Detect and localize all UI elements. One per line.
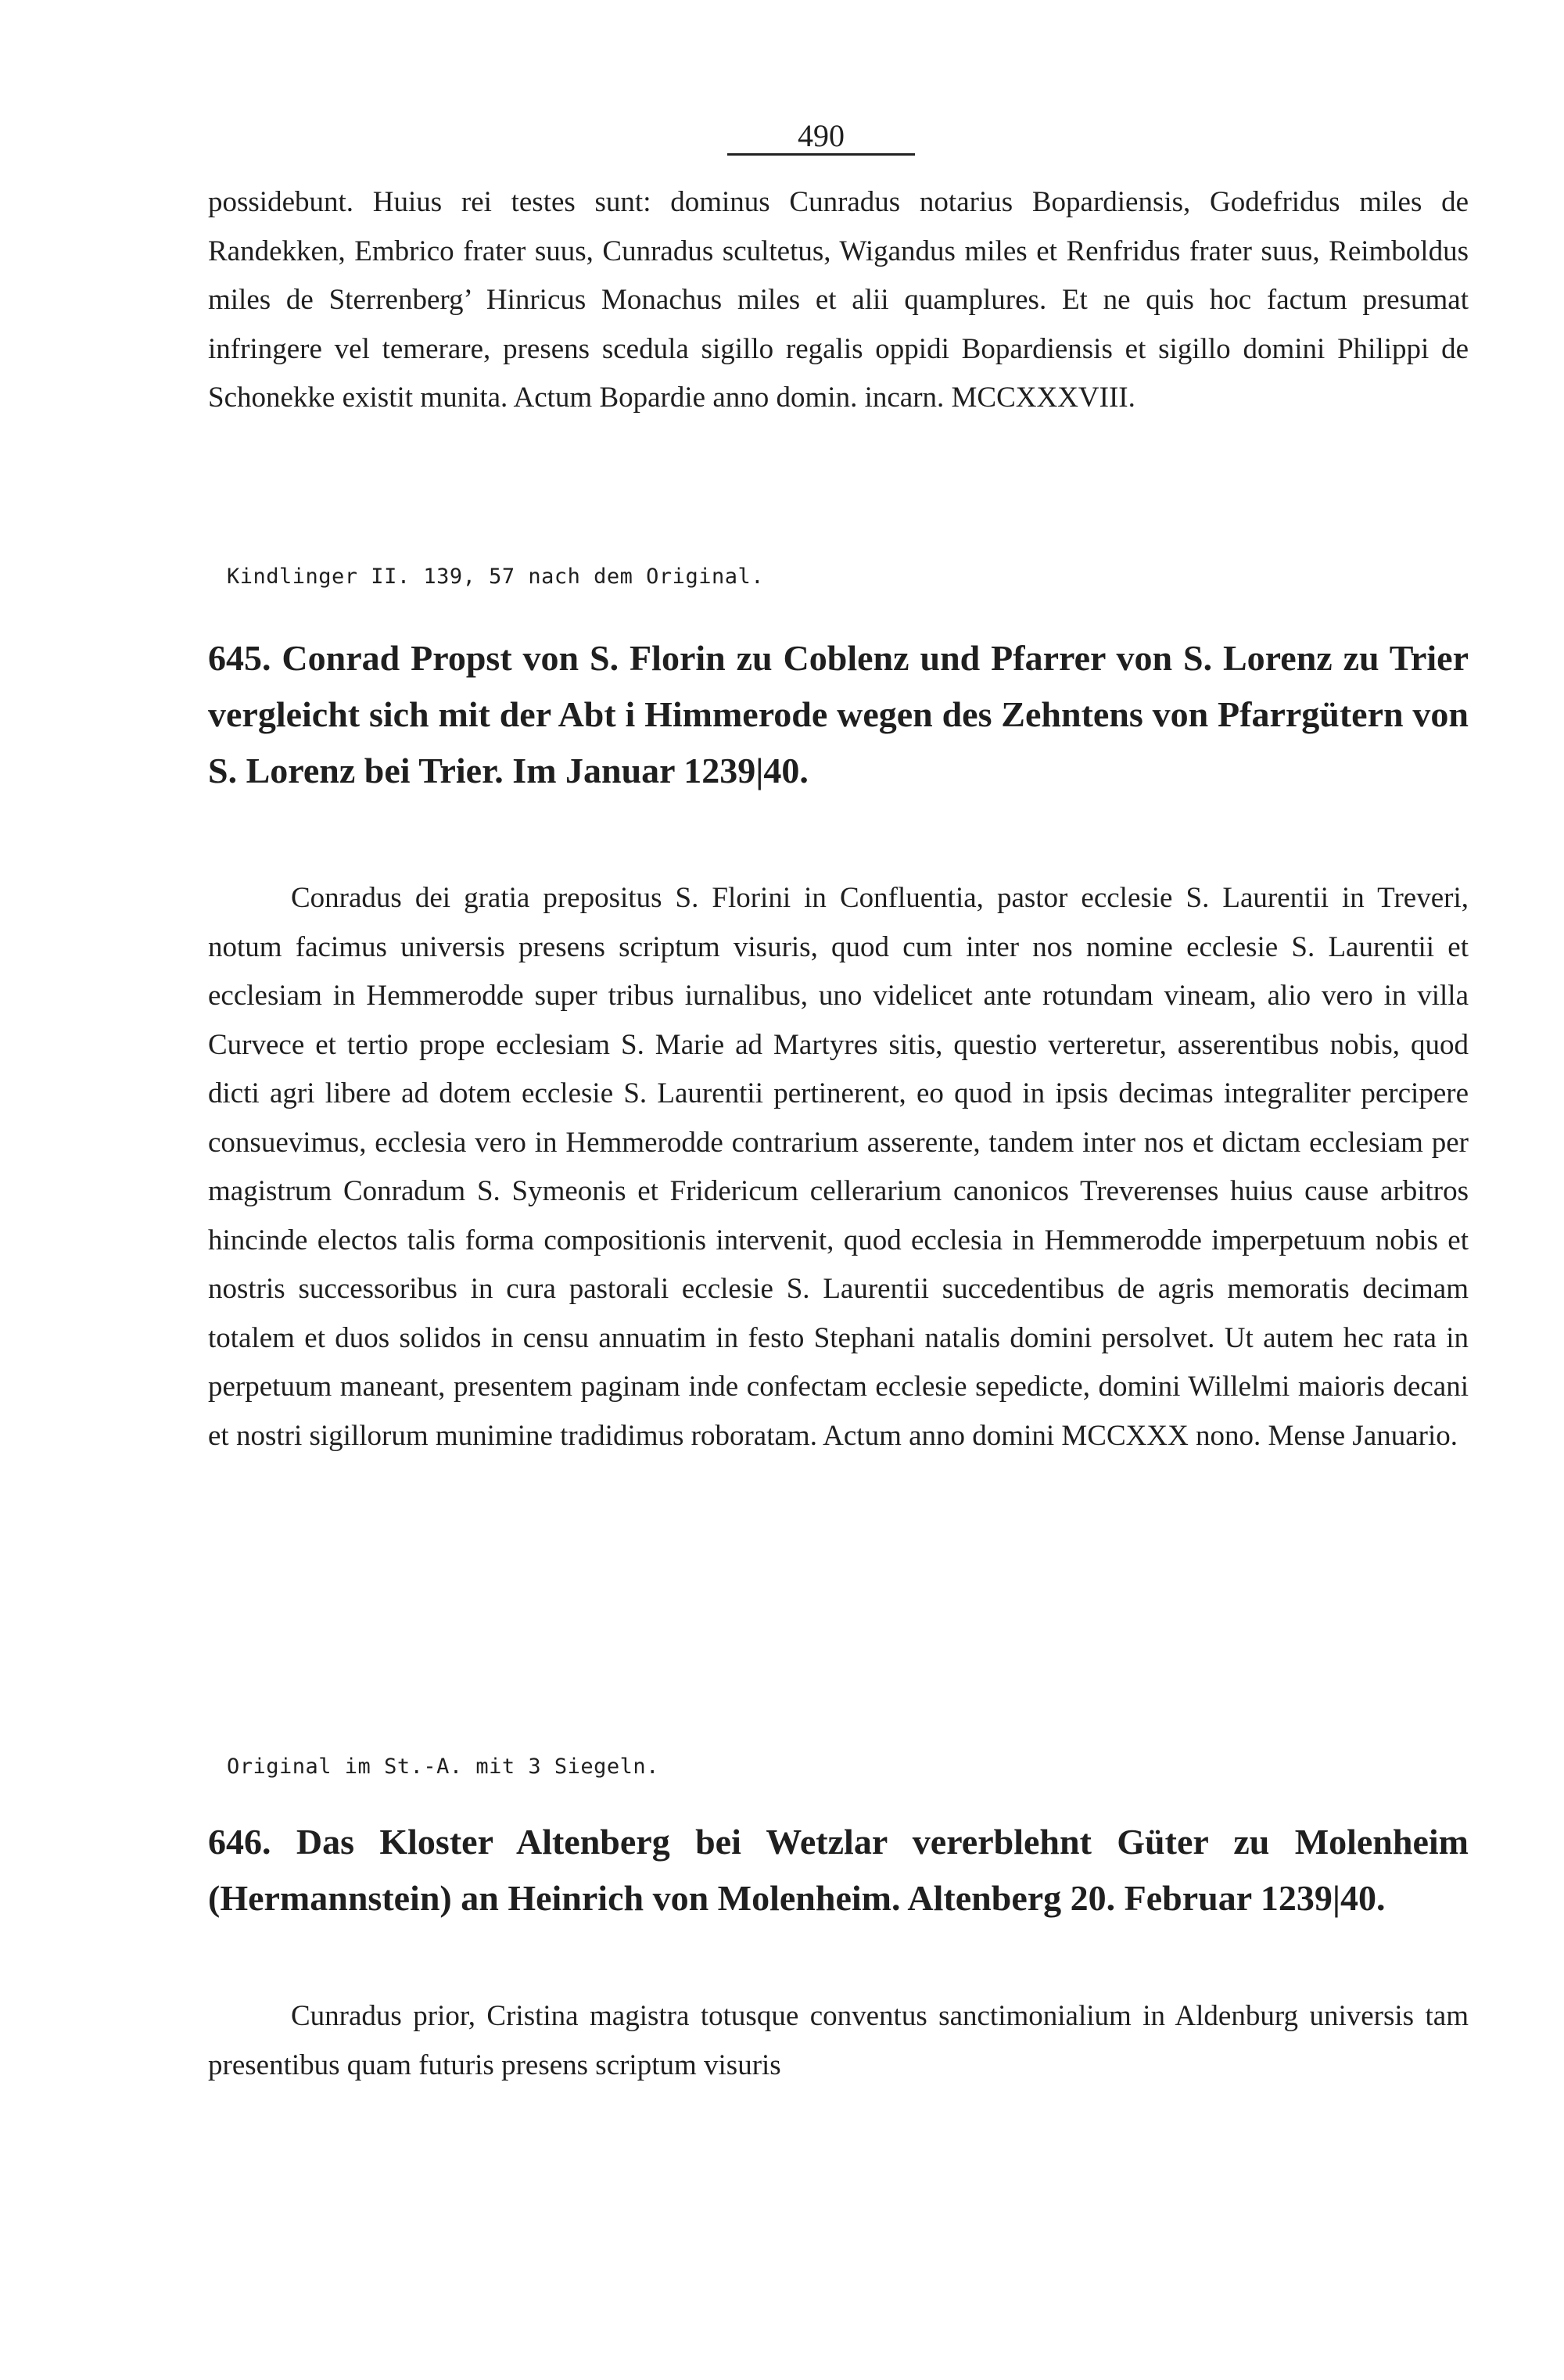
charter-continuation [208,178,1469,423]
charter-645-heading [208,630,1469,799]
source-note: Original im St.-A. mit 3 Siegeln. [227,1755,659,1779]
charter-645-source [227,1751,1487,1783]
page-number: 490 [798,118,845,153]
charter-text: Cunradus prior, Cristina magistra totusque conventus sanctimonialium in Aldenburg universis tam presentibus quam futuris presens scriptum visuris [208,2000,1469,2081]
charter-number: 646. [208,1822,271,1862]
continuation-source [227,561,1487,593]
charter-646-body [208,1992,1469,2090]
charter-heading: Das Kloster Altenberg bei Wetzlar vererblehnt Güter zu Molenheim (Hermannstein) an Heinrich von Molenheim. Altenberg 20. Februar 1239|40. [208,1822,1469,1918]
charter-646-heading [208,1814,1469,1927]
charter-text: Conradus dei gratia prepositus S. Florini in Confluentia, pastor ecclesie S. Laurentii in Treveri, notum facimus universis presens scriptum visuris, quod cum inter nos nomine ecclesie S. Laurentii et ecclesiam in Hemmerodde super tribus iurnalibus, uno videlicet ante rotundam vineam, alio vero in villa Curvece et tertio prope ecclesiam S. Marie ad Martyres sitis, questio verteretur, asserentibus nobis, quod dicti agri libere ad dotem ecclesie S. Laurentii pertinerent, eo quod in ipsis decimas integraliter percipere consuevimus, ecclesia vero in Hemmerodde contrarium asserente, tandem inter nos et dictam ecclesiam per magistrum Conradum S. Symeonis et Fridericum cellerarium canonicos Treverenses huius cause arbitros hincinde electos talis forma compositionis intervenit, quod ecclesia in Hemmerodde imperpetuum nobis et nostris successoribus in cura pastorali ecclesie S. Laurentii succedentibus de agris memoratis decimam totalem et duos solidos in censu annuatim in festo Stephani natalis domini persolvet. Ut autem hec rata in perpetuum maneant, presentem paginam inde confectam ecclesie sepedicte, domini Willelmi maioris decani et nostri sigillorum munimine tradidimus roboratam. Actum anno domini MCCXXX nono. Mense Januario. [208,882,1469,1452]
charter-heading: Conrad Propst von S. Florin zu Coblenz und Pfarrer von S. Lorenz zu Trier vergleicht sich mit der Abt i Himmerode wegen des Zehntens von Pfarrgütern von S. Lorenz bei Trier. Im Januar 1239|40. [208,638,1469,790]
continuation-text: possidebunt. Huius rei testes sunt: dominus Cunradus notarius Bopardiensis, Godefridus miles de Randekken, Embrico frater suus, Cunradus scultetus, Wigandus miles et Renfridus frater suus, Reimboldus miles de Sterrenberg’ Hinricus Monachus miles et alii quamplures. Et ne quis hoc factum presumat infringere vel temerare, presens scedula sigillo regalis oppidi Bopardiensis et sigillo domini Philippi de Schonekke existit munita. Actum Bopardie anno domin. incarn. MCCXXXVIII. [208,186,1469,414]
charter-number: 645. [208,638,271,678]
charter-645-body [208,874,1469,1461]
header-rule [727,153,915,156]
source-note: Kindlinger II. 139, 57 nach dem Original. [227,565,764,589]
